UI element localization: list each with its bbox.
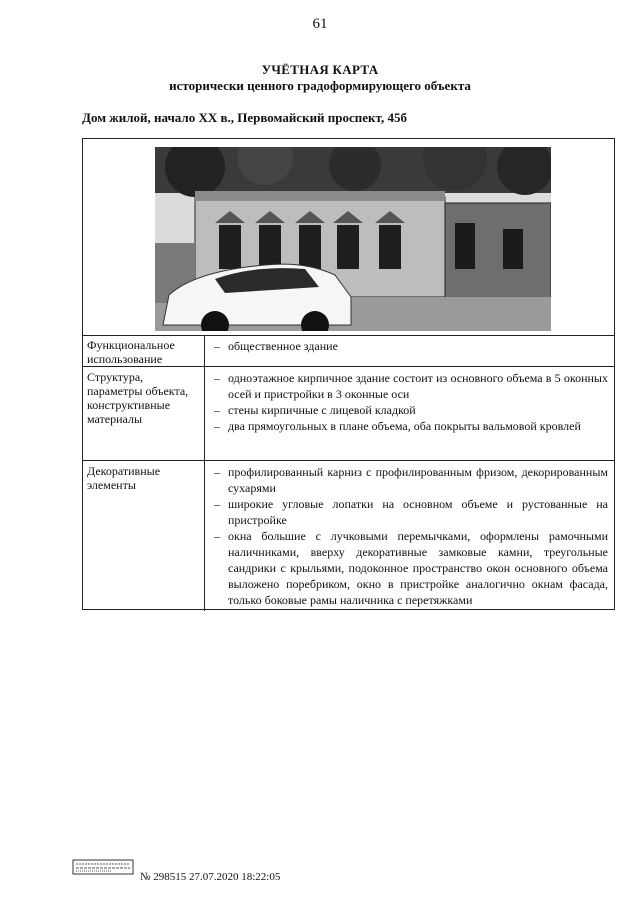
- card-title: УЧЁТНАЯ КАРТА: [261, 62, 379, 77]
- list-item: – окна большие с лучковыми перемычками, оформлены рамочными наличниками, вверху декоративные замковые камни, треугольные сандрики с крыльями, подоконное пространство окон основного объема выложено поребриком, окно в пристройке аналогично окнам фасада, только боковые рамы наличника с перетяжками: [214, 528, 608, 608]
- page-number: 61: [312, 16, 328, 32]
- list-item: – профилированный карниз с профилированным фризом, декорированным сухарями: [214, 464, 608, 496]
- row-value: [206, 461, 614, 611]
- card-subtitle: исторически ценного градоформирующего объекта: [169, 78, 471, 93]
- registration-stamp-icon: [72, 858, 134, 876]
- list-item: – стены кирпичные с лицевой кладкой: [214, 402, 608, 418]
- list-item: – два прямоугольных в плане объема, оба покрыты вальмовой кровлей: [214, 418, 608, 434]
- row-label: Декоративные элементы: [83, 461, 205, 611]
- row-functional-use: [83, 335, 614, 367]
- photo-cell: [83, 139, 614, 336]
- list-item: – общественное здание: [214, 338, 608, 354]
- registration-card-table: [82, 138, 615, 610]
- row-label: Структура, параметры объекта, конструктивные материалы: [83, 367, 205, 460]
- row-structure: [83, 367, 614, 461]
- list-item: – одноэтажное кирпичное здание состоит из основного объема в 5 оконных осей и пристройки в 3 оконные оси: [214, 370, 608, 402]
- object-name: Дом жилой, начало XX в., Первомайский проспект, 45б: [82, 110, 407, 125]
- building-photo: [155, 147, 551, 331]
- row-value: [206, 367, 614, 460]
- registration-number: № 298515 27.07.2020 18:22:05: [140, 871, 281, 883]
- row-label: Функциональное использование: [83, 335, 205, 366]
- list-item: – широкие угловые лопатки на основном объеме и рустованные на пристройке: [214, 496, 608, 528]
- row-value: [206, 335, 614, 366]
- row-decorative-elements: [83, 461, 614, 611]
- building-photo-drawing: [155, 147, 551, 331]
